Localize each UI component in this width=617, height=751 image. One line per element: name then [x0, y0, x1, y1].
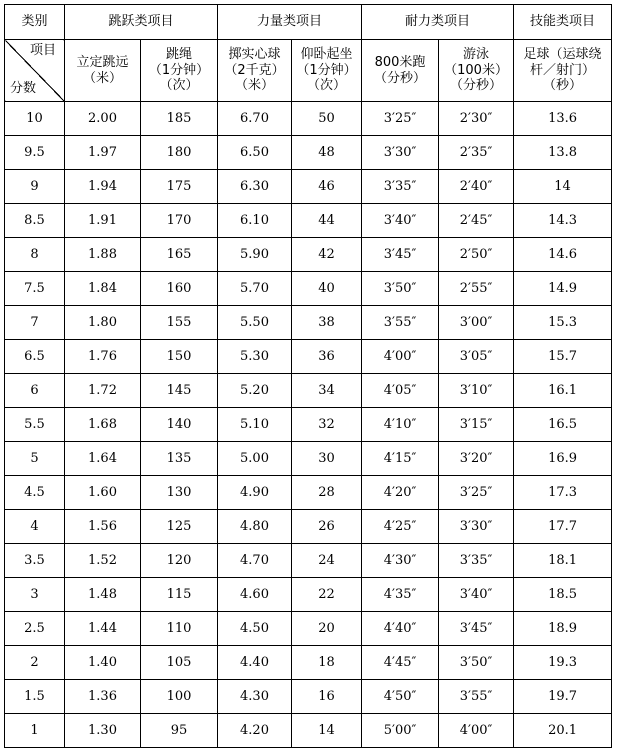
column-header-swimming [439, 40, 514, 102]
score-cell: 7.5 [5, 272, 65, 306]
medicine-ball-cell: 5.10 [218, 408, 292, 442]
rope-skipping-cell: 175 [141, 170, 218, 204]
run-800m-cell: 4′25″ [362, 510, 439, 544]
medicine-ball-cell: 5.90 [218, 238, 292, 272]
rope-skipping-cell: 180 [141, 136, 218, 170]
medicine-ball-cell: 6.30 [218, 170, 292, 204]
swimming-cell: 3′35″ [439, 544, 514, 578]
football-cell: 13.6 [514, 102, 612, 136]
standing-long-jump-cell: 1.56 [65, 510, 141, 544]
column-header-line: （分秒） [450, 78, 503, 94]
rope-skipping-cell: 145 [141, 374, 218, 408]
score-cell: 3 [5, 578, 65, 612]
score-cell: 8.5 [5, 204, 65, 238]
run-800m-cell: 5′00″ [362, 714, 439, 748]
swimming-cell: 2′55″ [439, 272, 514, 306]
swimming-cell: 3′10″ [439, 374, 514, 408]
standing-long-jump-cell: 1.36 [65, 680, 141, 714]
sit-ups-cell: 28 [292, 476, 362, 510]
header-row [5, 5, 612, 40]
rope-skipping-cell: 150 [141, 340, 218, 374]
column-header-line: （米） [82, 70, 122, 86]
item-label: 项目 [29, 43, 56, 58]
swimming-cell: 3′55″ [439, 680, 514, 714]
sit-ups-cell: 20 [292, 612, 362, 646]
football-cell: 19.7 [514, 680, 612, 714]
football-cell: 16.5 [514, 408, 612, 442]
sit-ups-cell: 46 [292, 170, 362, 204]
score-cell: 7 [5, 306, 65, 340]
rope-skipping-cell: 135 [141, 442, 218, 476]
swimming-cell: 2′45″ [439, 204, 514, 238]
football-cell: 16.9 [514, 442, 612, 476]
column-header-line: （次） [159, 78, 199, 94]
medicine-ball-cell: 4.70 [218, 544, 292, 578]
standing-long-jump-cell: 1.44 [65, 612, 141, 646]
sit-ups-cell: 36 [292, 340, 362, 374]
rope-skipping-cell: 95 [141, 714, 218, 748]
medicine-ball-cell: 4.20 [218, 714, 292, 748]
score-cell: 6 [5, 374, 65, 408]
swimming-cell: 2′50″ [439, 238, 514, 272]
rope-skipping-cell: 105 [141, 646, 218, 680]
group-header-strength: 力量类项目 [218, 5, 362, 40]
table-row [5, 170, 612, 204]
score-cell: 3.5 [5, 544, 65, 578]
sit-ups-cell: 18 [292, 646, 362, 680]
standing-long-jump-cell: 2.00 [65, 102, 141, 136]
score-cell: 9 [5, 170, 65, 204]
run-800m-cell: 4′15″ [362, 442, 439, 476]
subheader-row [5, 40, 612, 102]
column-header-line: （2千克） [224, 62, 285, 78]
table-row [5, 544, 612, 578]
swimming-cell: 3′05″ [439, 340, 514, 374]
swimming-cell: 3′45″ [439, 612, 514, 646]
column-header-medicine-ball [218, 40, 292, 102]
score-cell: 6.5 [5, 340, 65, 374]
column-header-line: （100米） [444, 62, 508, 78]
swimming-cell: 3′20″ [439, 442, 514, 476]
sit-ups-cell: 16 [292, 680, 362, 714]
football-cell: 19.3 [514, 646, 612, 680]
table-row [5, 714, 612, 748]
medicine-ball-cell: 4.80 [218, 510, 292, 544]
football-cell: 17.7 [514, 510, 612, 544]
sit-ups-cell: 26 [292, 510, 362, 544]
column-header-line: 立定跳远 [76, 54, 129, 70]
medicine-ball-cell: 4.50 [218, 612, 292, 646]
sit-ups-cell: 14 [292, 714, 362, 748]
column-header-line: 游泳 [463, 47, 490, 63]
swimming-cell: 3′25″ [439, 476, 514, 510]
sit-ups-cell: 44 [292, 204, 362, 238]
medicine-ball-cell: 6.10 [218, 204, 292, 238]
table-row [5, 204, 612, 238]
swimming-cell: 3′50″ [439, 646, 514, 680]
table-row [5, 510, 612, 544]
standing-long-jump-cell: 1.91 [65, 204, 141, 238]
column-header-line: （1分钟） [148, 62, 210, 78]
run-800m-cell: 4′40″ [362, 612, 439, 646]
rope-skipping-cell: 140 [141, 408, 218, 442]
column-header-800m-run [362, 40, 439, 102]
group-header-skill: 技能类项目 [514, 5, 612, 40]
score-cell: 4 [5, 510, 65, 544]
medicine-ball-cell: 5.70 [218, 272, 292, 306]
rope-skipping-cell: 170 [141, 204, 218, 238]
table-row [5, 646, 612, 680]
run-800m-cell: 4′10″ [362, 408, 439, 442]
football-cell: 18.9 [514, 612, 612, 646]
football-cell: 14.9 [514, 272, 612, 306]
score-label: 分数 [10, 81, 37, 97]
standing-long-jump-cell: 1.80 [65, 306, 141, 340]
score-cell: 2 [5, 646, 65, 680]
standing-long-jump-cell: 1.64 [65, 442, 141, 476]
football-cell: 14.3 [514, 204, 612, 238]
football-cell: 18.5 [514, 578, 612, 612]
table-row [5, 442, 612, 476]
sit-ups-cell: 48 [292, 136, 362, 170]
score-cell: 2.5 [5, 612, 65, 646]
medicine-ball-cell: 4.90 [218, 476, 292, 510]
standing-long-jump-cell: 1.97 [65, 136, 141, 170]
football-cell: 15.7 [514, 340, 612, 374]
sit-ups-cell: 38 [292, 306, 362, 340]
football-cell: 14.6 [514, 238, 612, 272]
run-800m-cell: 3′45″ [362, 238, 439, 272]
table-row [5, 612, 612, 646]
medicine-ball-cell: 5.20 [218, 374, 292, 408]
sit-ups-cell: 24 [292, 544, 362, 578]
table-row [5, 102, 612, 136]
medicine-ball-cell: 5.30 [218, 340, 292, 374]
column-header-sit-ups [292, 40, 362, 102]
column-header-line: （秒） [543, 78, 583, 94]
standing-long-jump-cell: 1.84 [65, 272, 141, 306]
column-header-line: （1分钟） [296, 62, 357, 78]
rope-skipping-cell: 125 [141, 510, 218, 544]
medicine-ball-cell: 4.60 [218, 578, 292, 612]
sit-ups-cell: 40 [292, 272, 362, 306]
column-header-standing-long-jump [65, 40, 141, 102]
rope-skipping-cell: 100 [141, 680, 218, 714]
standing-long-jump-cell: 1.60 [65, 476, 141, 510]
column-header-line: 掷实心球 [228, 47, 281, 63]
table-row [5, 136, 612, 170]
football-cell: 17.3 [514, 476, 612, 510]
run-800m-cell: 4′05″ [362, 374, 439, 408]
football-cell: 13.8 [514, 136, 612, 170]
group-header-endurance: 耐力类项目 [362, 5, 514, 40]
score-cell: 1.5 [5, 680, 65, 714]
run-800m-cell: 3′30″ [362, 136, 439, 170]
run-800m-cell: 4′35″ [362, 578, 439, 612]
swimming-cell: 2′40″ [439, 170, 514, 204]
run-800m-cell: 4′20″ [362, 476, 439, 510]
column-header-line: 仰卧起坐 [300, 47, 353, 63]
swimming-cell: 2′30″ [439, 102, 514, 136]
standing-long-jump-cell: 1.68 [65, 408, 141, 442]
score-cell: 5 [5, 442, 65, 476]
medicine-ball-cell: 6.50 [218, 136, 292, 170]
run-800m-cell: 3′40″ [362, 204, 439, 238]
column-header-line: 跳绳 [166, 47, 193, 63]
column-header-line: 800米跑 [374, 54, 426, 70]
column-header-football [514, 40, 612, 102]
standing-long-jump-cell: 1.30 [65, 714, 141, 748]
diagonal-header-cell [5, 40, 65, 102]
standing-long-jump-cell: 1.94 [65, 170, 141, 204]
standing-long-jump-cell: 1.72 [65, 374, 141, 408]
football-cell: 14 [514, 170, 612, 204]
football-cell: 20.1 [514, 714, 612, 748]
table-row [5, 238, 612, 272]
rope-skipping-cell: 165 [141, 238, 218, 272]
standing-long-jump-cell: 1.52 [65, 544, 141, 578]
table-row [5, 476, 612, 510]
score-table [4, 4, 612, 748]
score-cell: 10 [5, 102, 65, 136]
medicine-ball-cell: 4.40 [218, 646, 292, 680]
rope-skipping-cell: 110 [141, 612, 218, 646]
table-row [5, 374, 612, 408]
medicine-ball-cell: 5.00 [218, 442, 292, 476]
swimming-cell: 3′00″ [439, 306, 514, 340]
table-row [5, 272, 612, 306]
table-row [5, 340, 612, 374]
standing-long-jump-cell: 1.40 [65, 646, 141, 680]
table-row [5, 408, 612, 442]
table-row [5, 680, 612, 714]
swimming-cell: 3′40″ [439, 578, 514, 612]
table-row [5, 578, 612, 612]
column-header-line: （次） [307, 78, 347, 94]
swimming-cell: 3′15″ [439, 408, 514, 442]
swimming-cell: 4′00″ [439, 714, 514, 748]
sit-ups-cell: 42 [292, 238, 362, 272]
sit-ups-cell: 50 [292, 102, 362, 136]
rope-skipping-cell: 155 [141, 306, 218, 340]
sit-ups-cell: 34 [292, 374, 362, 408]
score-cell: 9.5 [5, 136, 65, 170]
sit-ups-cell: 22 [292, 578, 362, 612]
run-800m-cell: 3′35″ [362, 170, 439, 204]
standing-long-jump-cell: 1.76 [65, 340, 141, 374]
rope-skipping-cell: 115 [141, 578, 218, 612]
run-800m-cell: 3′25″ [362, 102, 439, 136]
category-header: 类别 [5, 5, 65, 40]
football-cell: 18.1 [514, 544, 612, 578]
column-header-line: （米） [235, 78, 275, 94]
column-header-line: （分秒） [374, 70, 427, 86]
rope-skipping-cell: 185 [141, 102, 218, 136]
sit-ups-cell: 30 [292, 442, 362, 476]
rope-skipping-cell: 160 [141, 272, 218, 306]
swimming-cell: 3′30″ [439, 510, 514, 544]
sit-ups-cell: 32 [292, 408, 362, 442]
medicine-ball-cell: 6.70 [218, 102, 292, 136]
score-cell: 1 [5, 714, 65, 748]
run-800m-cell: 3′50″ [362, 272, 439, 306]
run-800m-cell: 4′00″ [362, 340, 439, 374]
swimming-cell: 2′35″ [439, 136, 514, 170]
table-row [5, 306, 612, 340]
score-cell: 8 [5, 238, 65, 272]
score-cell: 5.5 [5, 408, 65, 442]
medicine-ball-cell: 4.30 [218, 680, 292, 714]
run-800m-cell: 4′30″ [362, 544, 439, 578]
standing-long-jump-cell: 1.48 [65, 578, 141, 612]
column-header-rope-skipping [141, 40, 218, 102]
rope-skipping-cell: 130 [141, 476, 218, 510]
column-header-line: 足球（运球绕 [523, 47, 602, 63]
score-cell: 4.5 [5, 476, 65, 510]
rope-skipping-cell: 120 [141, 544, 218, 578]
column-header-line: 杆／射门） [530, 62, 596, 78]
run-800m-cell: 3′55″ [362, 306, 439, 340]
run-800m-cell: 4′45″ [362, 646, 439, 680]
standing-long-jump-cell: 1.88 [65, 238, 141, 272]
football-cell: 16.1 [514, 374, 612, 408]
football-cell: 15.3 [514, 306, 612, 340]
medicine-ball-cell: 5.50 [218, 306, 292, 340]
group-header-jump: 跳跃类项目 [65, 5, 218, 40]
run-800m-cell: 4′50″ [362, 680, 439, 714]
